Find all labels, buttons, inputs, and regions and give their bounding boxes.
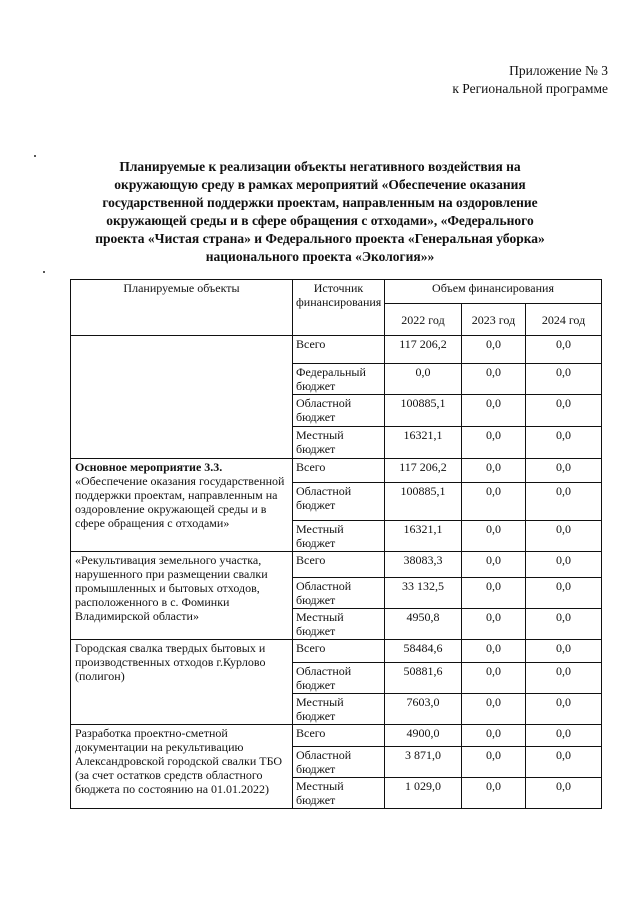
value-2022-cell: 117 206,2 — [385, 336, 462, 364]
value-2024-cell: 0,0 — [526, 640, 602, 663]
document-title — [70, 158, 570, 266]
header-year-2024: 2024 год — [526, 304, 602, 336]
header-year-2022: 2022 год — [385, 304, 462, 336]
planned-object-cell — [71, 552, 293, 640]
planned-object-cell — [71, 336, 293, 459]
funding-source-cell: Всего — [293, 725, 385, 747]
value-2023-cell: 0,0 — [462, 552, 526, 578]
measure-title: Основное мероприятие 3.3. — [75, 460, 223, 474]
value-2023-cell: 0,0 — [462, 578, 526, 609]
value-2024-cell: 0,0 — [526, 778, 602, 809]
value-2022-cell: 16321,1 — [385, 521, 462, 552]
funding-source-cell: Местный бюджет — [293, 609, 385, 640]
value-2024-cell: 0,0 — [526, 663, 602, 694]
object-description: Разработка проектно-сметной документации на рекультивацию Александровской городской свалки ТБО (за счет остатков средств областного бюджета по состоянию на 01.01.2022) — [75, 726, 283, 796]
funding-source-cell: Всего — [293, 459, 385, 483]
funding-source-cell: Местный бюджет — [293, 521, 385, 552]
appendix-reference: к Региональной программе — [452, 81, 608, 96]
value-2022-cell: 4900,0 — [385, 725, 462, 747]
value-2024-cell: 0,0 — [526, 364, 602, 395]
appendix-header — [452, 62, 608, 98]
title-line: проекта «Чистая страна» и Федерального проекта «Генеральная уборка» — [95, 231, 545, 246]
title-line: окружающей среды и в сфере обращения с отходами», «Федерального — [106, 213, 534, 228]
value-2023-cell: 0,0 — [462, 427, 526, 459]
header-source: Источник финансирования — [293, 280, 385, 336]
header-objects: Планируемые объекты — [71, 280, 293, 336]
value-2022-cell: 1 029,0 — [385, 778, 462, 809]
value-2024-cell: 0,0 — [526, 552, 602, 578]
value-2023-cell: 0,0 — [462, 364, 526, 395]
scan-speck — [34, 155, 36, 157]
value-2024-cell: 0,0 — [526, 747, 602, 778]
scan-speck — [43, 271, 45, 273]
value-2023-cell: 0,0 — [462, 521, 526, 552]
value-2022-cell: 58484,6 — [385, 640, 462, 663]
funding-source-cell: Всего — [293, 552, 385, 578]
table-row — [71, 459, 602, 483]
funding-table — [70, 279, 602, 809]
value-2022-cell: 38083,3 — [385, 552, 462, 578]
header-year-2023: 2023 год — [462, 304, 526, 336]
funding-source-cell: Местный бюджет — [293, 778, 385, 809]
value-2022-cell: 50881,6 — [385, 663, 462, 694]
title-line: Планируемые к реализации объекты негативного воздействия на — [119, 159, 521, 174]
funding-source-cell: Всего — [293, 640, 385, 663]
value-2022-cell: 0,0 — [385, 364, 462, 395]
value-2022-cell: 100885,1 — [385, 395, 462, 427]
funding-source-cell: Местный бюджет — [293, 694, 385, 725]
table-row — [71, 336, 602, 364]
value-2024-cell: 0,0 — [526, 609, 602, 640]
value-2022-cell: 33 132,5 — [385, 578, 462, 609]
value-2022-cell: 100885,1 — [385, 483, 462, 521]
funding-source-cell: Областной бюджет — [293, 578, 385, 609]
value-2023-cell: 0,0 — [462, 336, 526, 364]
object-description: «Рекультивация земельного участка, нарушенного при размещении свалки промышленных и бытовых отходов, расположенного в с. Фоминки Владимирской области» — [75, 553, 268, 623]
title-line: государственной поддержки проектам, направленным на оздоровление — [102, 195, 538, 210]
object-description: Городская свалка твердых бытовых и производственных отходов г.Курлово (полигон) — [75, 641, 266, 683]
value-2023-cell: 0,0 — [462, 483, 526, 521]
value-2024-cell: 0,0 — [526, 459, 602, 483]
value-2024-cell: 0,0 — [526, 694, 602, 725]
planned-object-cell — [71, 459, 293, 552]
table-row — [71, 552, 602, 578]
value-2024-cell: 0,0 — [526, 395, 602, 427]
value-2024-cell: 0,0 — [526, 483, 602, 521]
object-description: «Обеспечение оказания государственной поддержки проектам, направленным на оздоровление окружающей среды и в сфере обращения с отходами» — [75, 474, 285, 530]
funding-source-cell: Всего — [293, 336, 385, 364]
value-2022-cell: 3 871,0 — [385, 747, 462, 778]
value-2023-cell: 0,0 — [462, 725, 526, 747]
value-2024-cell: 0,0 — [526, 725, 602, 747]
value-2023-cell: 0,0 — [462, 663, 526, 694]
funding-source-cell: Федеральный бюджет — [293, 364, 385, 395]
value-2022-cell: 7603,0 — [385, 694, 462, 725]
title-line: окружающую среду в рамках мероприятий «Обеспечение оказания — [114, 177, 526, 192]
planned-object-cell — [71, 640, 293, 725]
value-2024-cell: 0,0 — [526, 336, 602, 364]
value-2023-cell: 0,0 — [462, 459, 526, 483]
funding-source-cell: Местный бюджет — [293, 427, 385, 459]
table-body — [71, 336, 602, 809]
funding-source-cell: Областной бюджет — [293, 395, 385, 427]
value-2023-cell: 0,0 — [462, 778, 526, 809]
funding-source-cell: Областной бюджет — [293, 747, 385, 778]
planned-object-cell — [71, 725, 293, 809]
value-2023-cell: 0,0 — [462, 609, 526, 640]
value-2024-cell: 0,0 — [526, 521, 602, 552]
value-2023-cell: 0,0 — [462, 640, 526, 663]
title-line: национального проекта «Экология»» — [205, 249, 435, 264]
funding-source-cell: Областной бюджет — [293, 663, 385, 694]
header-volume: Объем финансирования — [385, 280, 602, 304]
value-2023-cell: 0,0 — [462, 694, 526, 725]
value-2024-cell: 0,0 — [526, 578, 602, 609]
table-row — [71, 640, 602, 663]
value-2022-cell: 16321,1 — [385, 427, 462, 459]
value-2023-cell: 0,0 — [462, 395, 526, 427]
appendix-number: Приложение № 3 — [509, 63, 608, 78]
value-2024-cell: 0,0 — [526, 427, 602, 459]
value-2022-cell: 4950,8 — [385, 609, 462, 640]
value-2022-cell: 117 206,2 — [385, 459, 462, 483]
funding-source-cell: Областной бюджет — [293, 483, 385, 521]
value-2023-cell: 0,0 — [462, 747, 526, 778]
table-row — [71, 725, 602, 747]
